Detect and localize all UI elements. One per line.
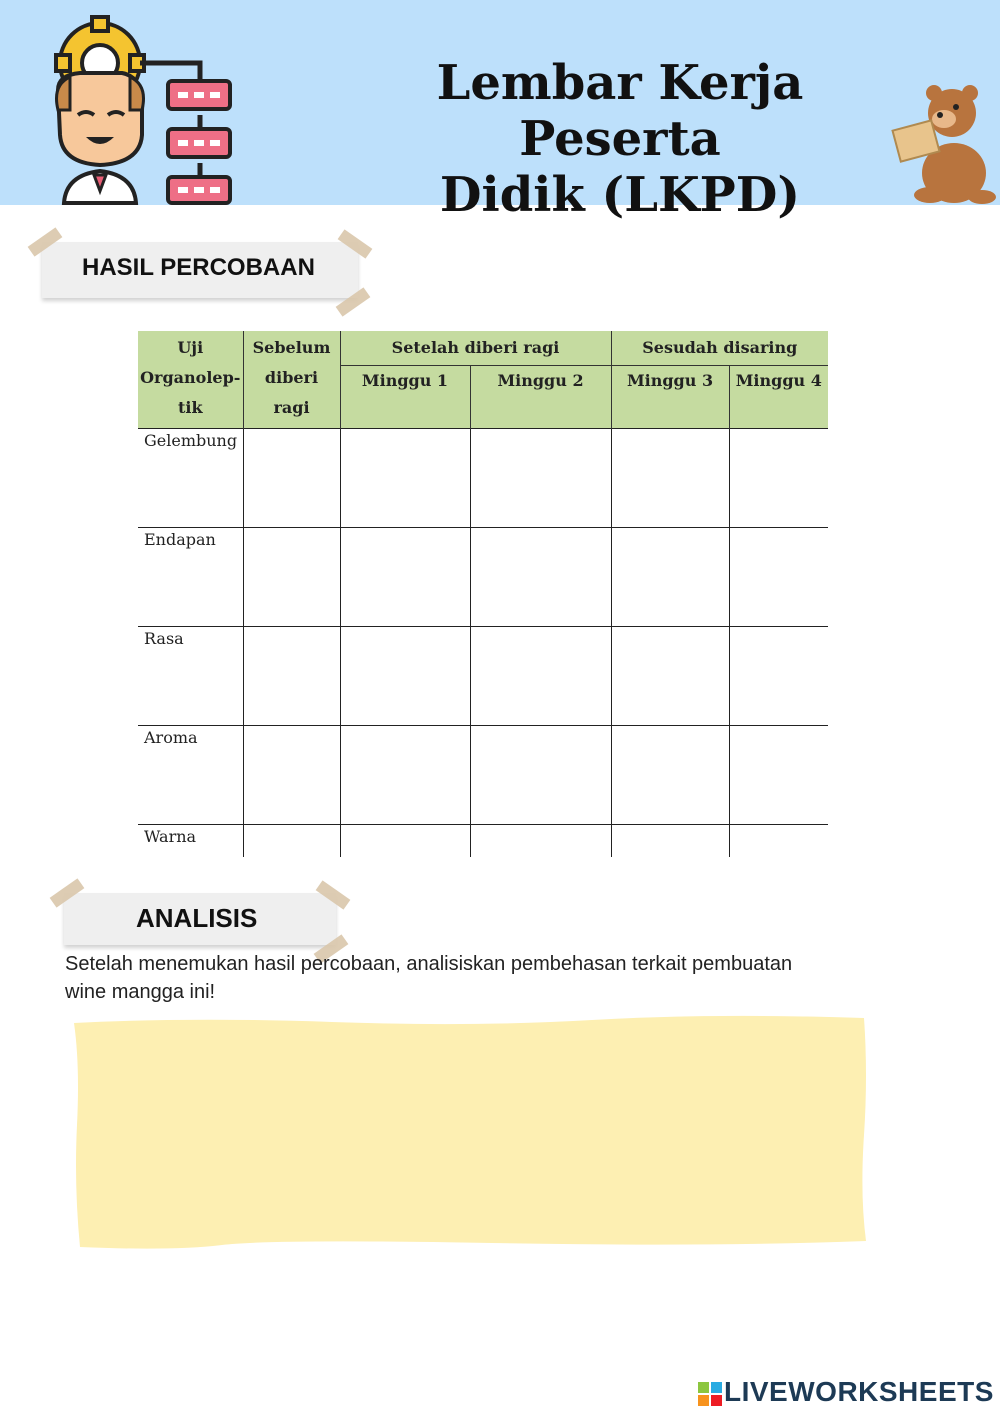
row-label: Rasa [138, 627, 243, 726]
table-cell[interactable] [243, 429, 340, 528]
header-minggu-4: Minggu 4 [729, 366, 828, 429]
table-cell[interactable] [470, 627, 611, 726]
row-label: Warna [138, 825, 243, 858]
table-cell[interactable] [470, 528, 611, 627]
results-section-title: HASIL PERCOBAAN [82, 254, 315, 281]
table-cell[interactable] [611, 627, 729, 726]
table-cell[interactable] [729, 825, 828, 858]
table-cell[interactable] [470, 726, 611, 825]
table-cell[interactable] [729, 429, 828, 528]
table-cell[interactable] [243, 528, 340, 627]
table-cell[interactable] [243, 627, 340, 726]
header-minggu-1: Minggu 1 [340, 366, 470, 429]
table-cell[interactable] [340, 627, 470, 726]
header-sesudah: Sesudah disaring [611, 331, 828, 366]
header-sebelum: Sebelum diberi ragi [243, 331, 340, 429]
header-minggu-3: Minggu 3 [611, 366, 729, 429]
table-cell[interactable] [340, 429, 470, 528]
table-cell[interactable] [729, 726, 828, 825]
table-cell[interactable] [729, 627, 828, 726]
table-row [138, 429, 828, 528]
analysis-section-tag [64, 893, 336, 945]
observation-table [138, 331, 828, 857]
title-line-1: Lembar Kerja Peserta [436, 55, 804, 167]
table-cell[interactable] [340, 726, 470, 825]
title-line-2: Didik (LKPD) [439, 167, 801, 223]
analysis-section-title: ANALISIS [136, 903, 258, 933]
table-cell[interactable] [243, 726, 340, 825]
table-row [138, 726, 828, 825]
table-cell[interactable] [243, 825, 340, 858]
table-cell[interactable] [470, 825, 611, 858]
bear-carrying-box-icon [890, 85, 1000, 205]
footer-brand-text: LIVEWORKSHEETS [724, 1376, 994, 1407]
table-cell[interactable] [729, 528, 828, 627]
header-setelah: Setelah diberi ragi [340, 331, 611, 366]
analysis-answer-box[interactable] [72, 1015, 868, 1248]
table-cell[interactable] [340, 825, 470, 858]
header-minggu-2: Minggu 2 [470, 366, 611, 429]
footer-brand [698, 1376, 994, 1408]
table-row [138, 528, 828, 627]
table-cell[interactable] [611, 528, 729, 627]
table-row [138, 627, 828, 726]
analysis-instruction: Setelah menemukan hasil percobaan, analisiskan pembehasan terkait pembuatan wine mangga ini! [65, 953, 793, 1003]
table-cell[interactable] [611, 726, 729, 825]
row-label: Endapan [138, 528, 243, 627]
table-row [138, 825, 828, 858]
table-cell[interactable] [611, 825, 729, 858]
row-label: Gelembung [138, 429, 243, 528]
row-label: Aroma [138, 726, 243, 825]
table-cell[interactable] [340, 528, 470, 627]
table-cell[interactable] [470, 429, 611, 528]
liveworksheets-logo-icon [698, 1382, 722, 1406]
table-cell[interactable] [611, 429, 729, 528]
header-uji: Uji Organolep- tik [138, 331, 243, 429]
